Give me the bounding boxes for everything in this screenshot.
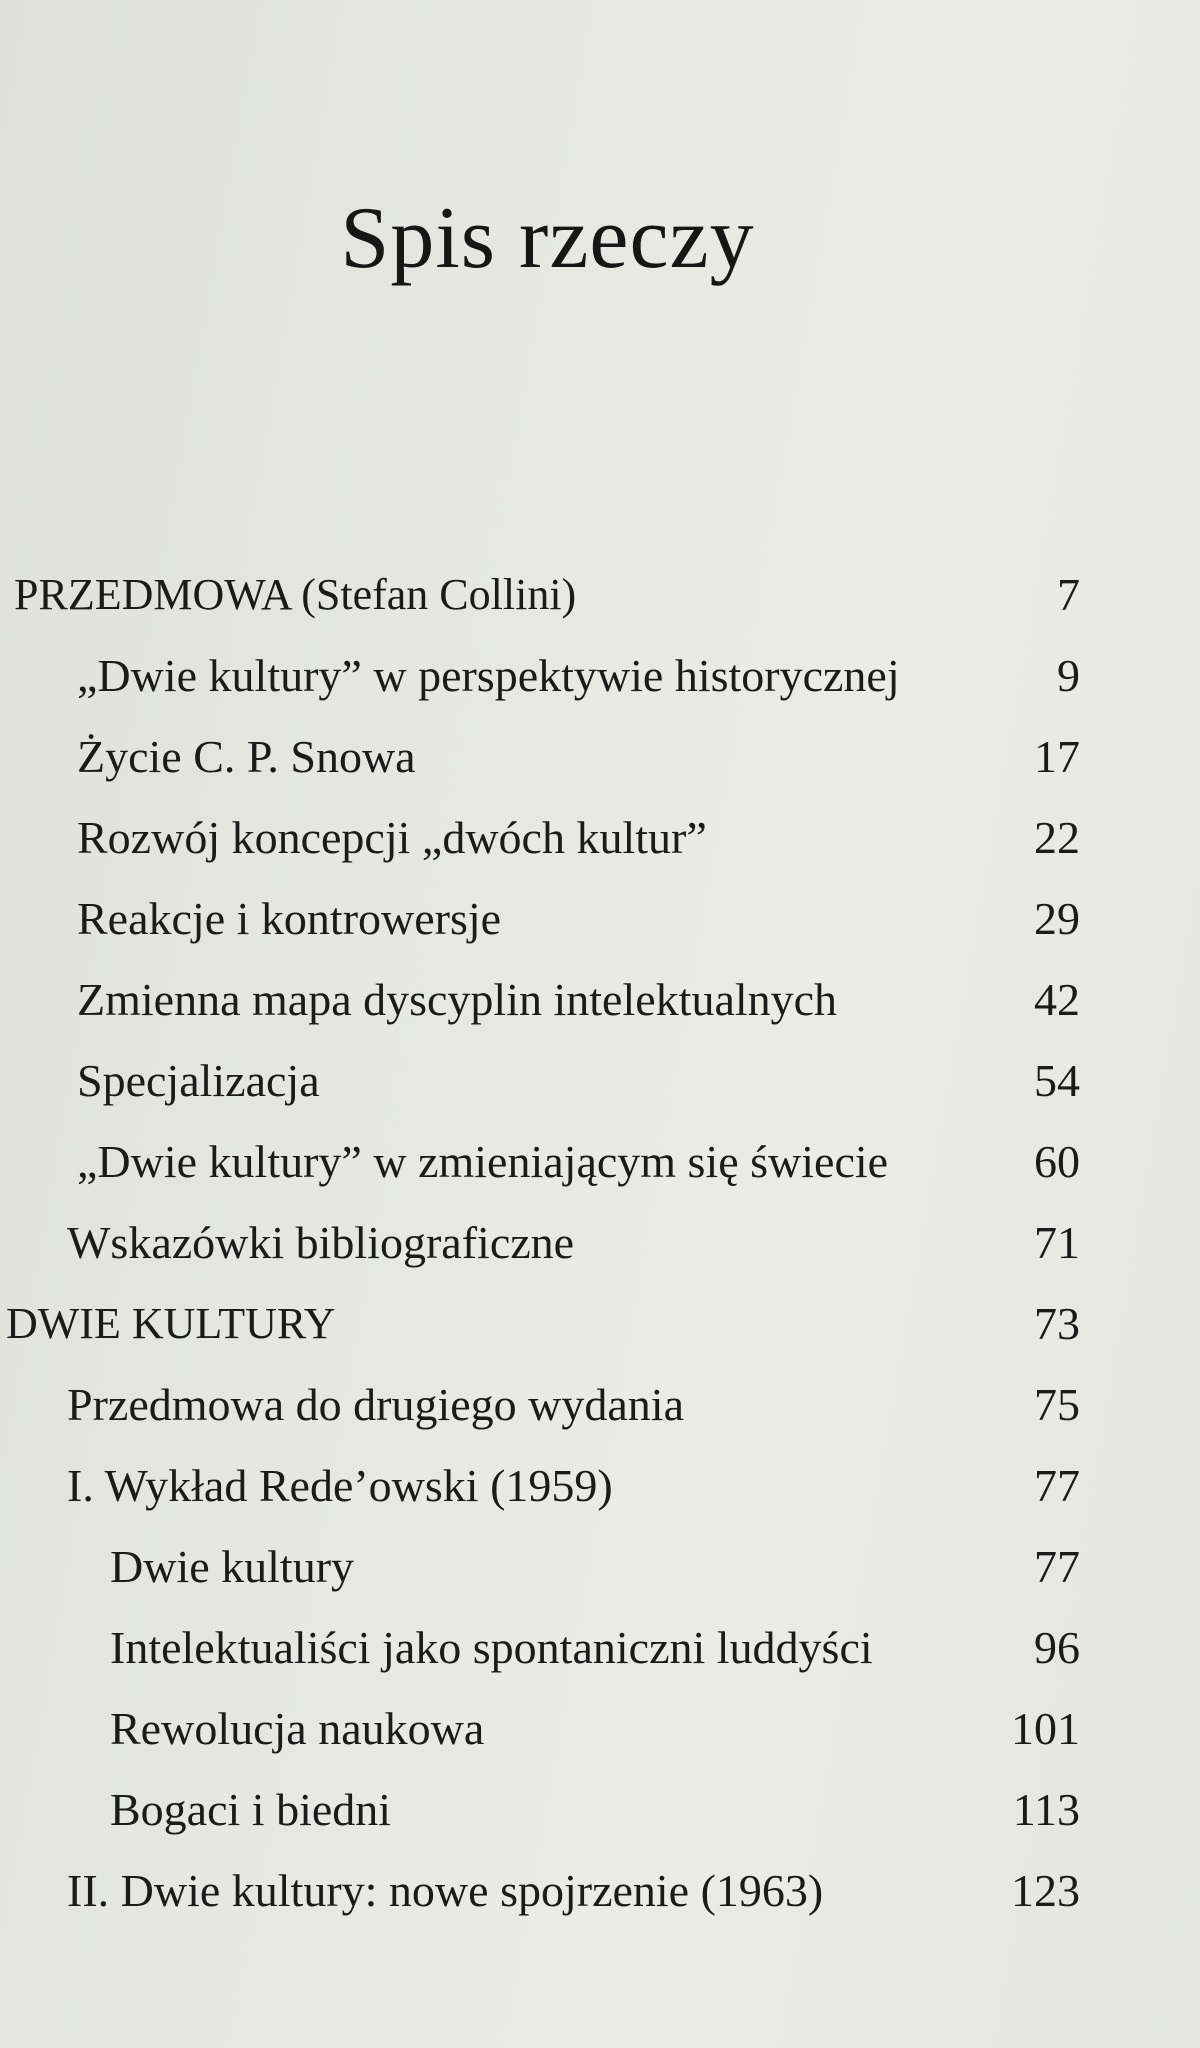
toc-entry-page: 60 [1034,1136,1080,1187]
toc-entry-label: DWIE KULTURY [6,1299,336,1348]
toc-entry-page: 7 [1057,569,1080,620]
toc-entry-page: 75 [1034,1379,1080,1430]
toc-entry [0,965,1080,1035]
toc-entry-label: I. Wykład Rede’owski (1959) [67,1460,613,1511]
toc-entry [0,1775,1080,1845]
toc-entry [0,1532,1080,1602]
toc-entry [0,1451,1080,1521]
toc-entry-label: Rozwój koncepcji „dwóch kultur” [77,812,707,863]
toc-entry [0,1370,1080,1440]
toc-entry-page: 101 [1011,1703,1080,1754]
toc-entry [0,722,1080,792]
toc-entry-label: Rewolucja naukowa [110,1703,485,1754]
toc-entry [0,1694,1080,1764]
toc-entry-label: „Dwie kultury” w perspektywie historycznej [77,650,900,701]
toc-entry-label: PRZEDMOWA (Stefan Collini) [14,570,577,619]
toc-entry-label: „Dwie kultury” w zmieniającym się świecie [77,1136,889,1187]
toc-entry [0,1046,1080,1116]
toc-entry-label: Bogaci i biedni [110,1784,392,1835]
toc-entry-page: 9 [1057,650,1080,701]
toc-entry [0,560,1080,630]
toc-entry-label: Dwie kultury [110,1541,355,1592]
toc-entry-page: 29 [1034,893,1080,944]
toc-entry [0,1856,1080,1926]
toc-entry-label: Zmienna mapa dyscyplin intelektualnych [77,974,838,1025]
page-title: Spis rzeczy [340,190,755,287]
toc-entry-page: 77 [1034,1460,1080,1511]
toc-entry-label: II. Dwie kultury: nowe spojrzenie (1963) [67,1865,824,1916]
toc-entry-label: Specjalizacja [77,1055,320,1106]
toc-entry-label: Życie C. P. Snowa [77,731,416,782]
toc-entry [0,641,1080,711]
toc-entry-page: 113 [1012,1784,1080,1835]
toc-entry-label: Intelektualiści jako spontaniczni luddyści [110,1622,873,1673]
toc-entry-page: 71 [1034,1217,1080,1268]
toc-entry-page: 73 [1034,1298,1080,1349]
toc-entry-page: 17 [1034,731,1080,782]
toc-entry-page: 54 [1034,1055,1080,1106]
toc-entry [0,1613,1080,1683]
toc-entry-page: 77 [1034,1541,1080,1592]
toc-entry [0,803,1080,873]
toc-entry-label: Przedmowa do drugiego wydania [67,1379,685,1430]
toc-entry [0,884,1080,954]
toc-entry [0,1208,1080,1278]
toc-entry [0,1127,1080,1197]
toc-entry-label: Wskazówki bibliograficzne [67,1217,575,1268]
toc-entry-page: 22 [1034,812,1080,863]
toc-entry [0,1289,1080,1359]
toc-entry-page: 42 [1034,974,1080,1025]
toc-entry-page: 96 [1034,1622,1080,1673]
toc-entry-page: 123 [1011,1865,1080,1916]
toc-entry-label: Reakcje i kontrowersje [77,893,502,944]
